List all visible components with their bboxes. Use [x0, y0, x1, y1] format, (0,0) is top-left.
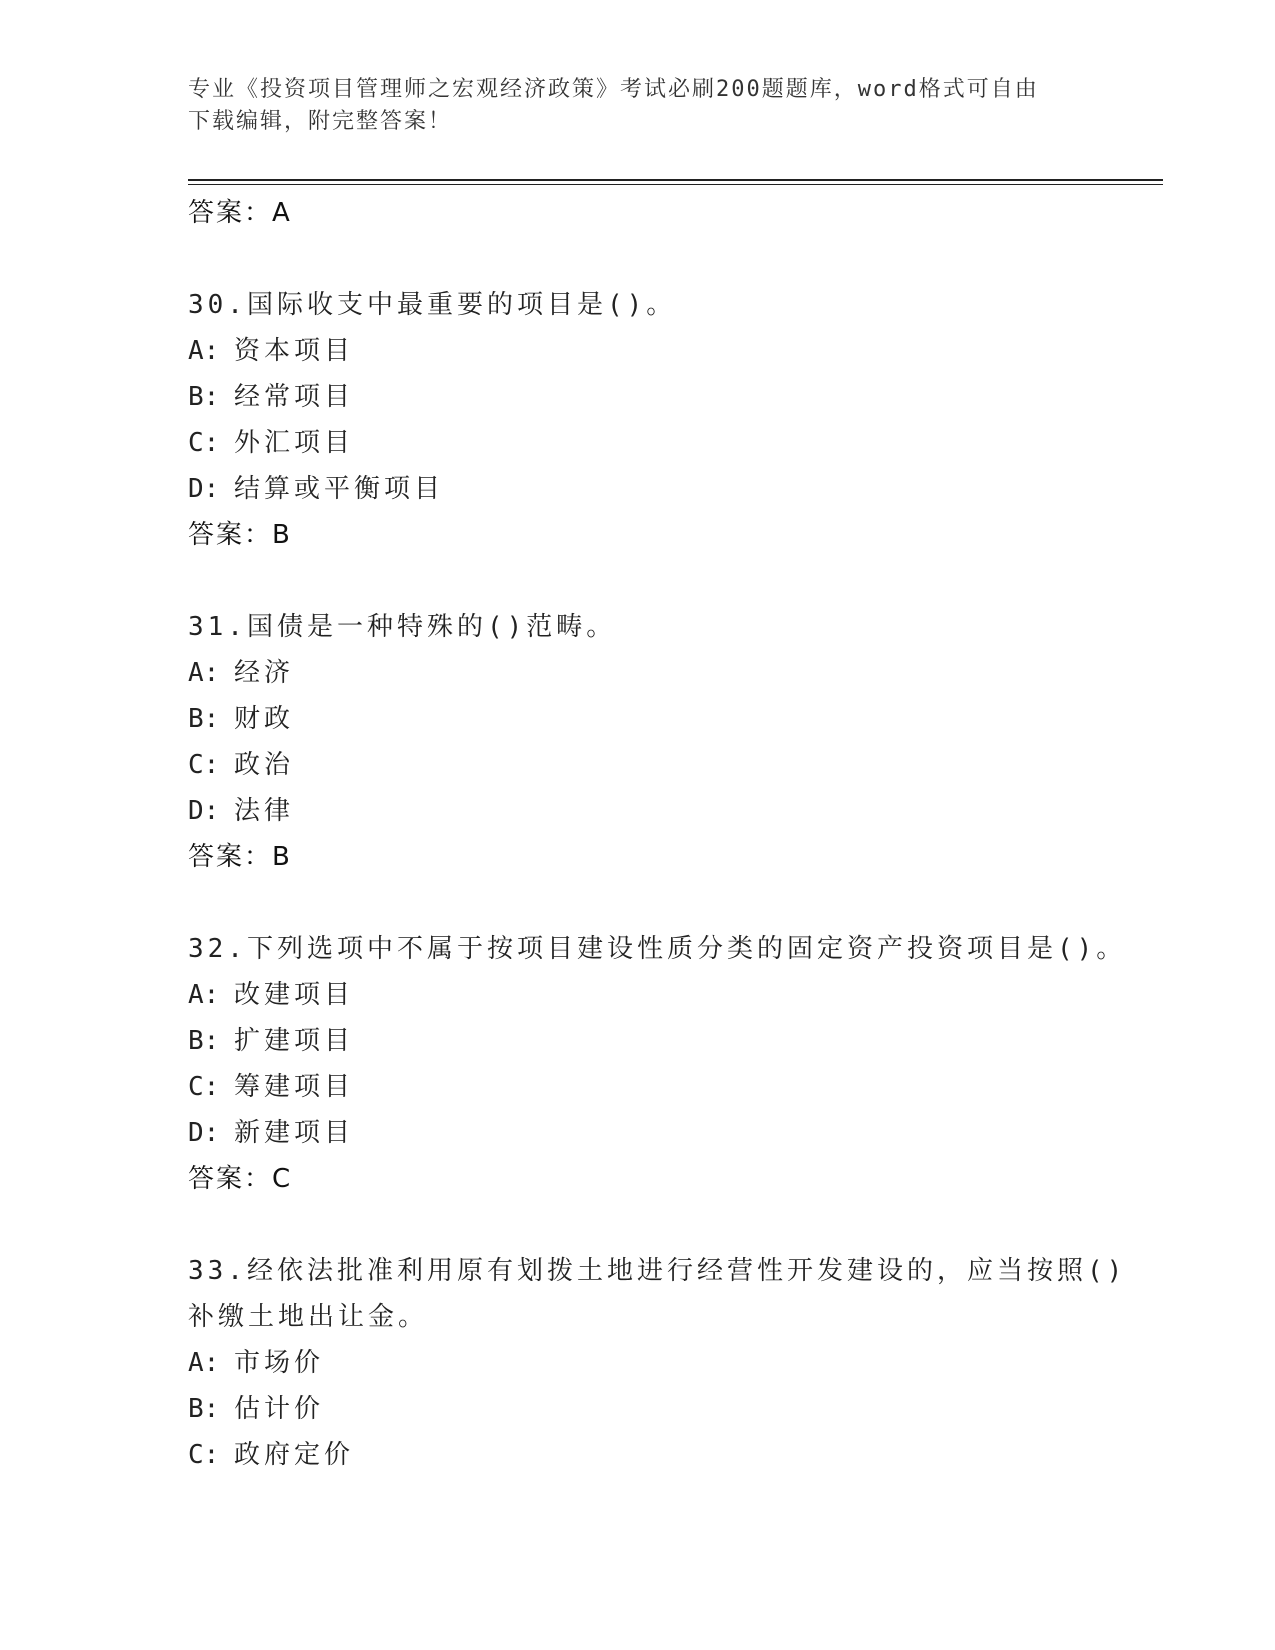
option-text: 法律 [234, 796, 295, 826]
option-d [188, 466, 1088, 512]
option-letter: C: [188, 428, 220, 458]
option-a [188, 650, 1088, 696]
option-c [188, 1432, 1088, 1478]
option-a [188, 972, 1088, 1018]
question-stem-continued: 补缴土地出让金。 [188, 1302, 429, 1332]
option-c [188, 742, 1088, 788]
option-b [188, 1386, 1088, 1432]
option-letter: B: [188, 1394, 220, 1424]
option-a [188, 1340, 1088, 1386]
option-letter: D: [188, 796, 220, 826]
option-b [188, 1018, 1088, 1064]
option-letter: C: [188, 1440, 220, 1470]
option-text: 资本项目 [234, 336, 355, 366]
option-c [188, 1064, 1088, 1110]
option-d [188, 1110, 1088, 1156]
answer-line: 答案：B [188, 842, 292, 872]
option-d [188, 788, 1088, 834]
option-text: 经常项目 [234, 382, 355, 412]
option-letter: A: [188, 336, 220, 366]
question-block [188, 926, 1127, 1202]
question-stem: 30.国际收支中最重要的项目是()。 [188, 290, 677, 320]
option-letter: C: [188, 1072, 220, 1102]
option-text: 扩建项目 [234, 1026, 355, 1056]
question-list [188, 190, 1127, 1478]
option-text: 改建项目 [234, 980, 355, 1010]
answer-line: 答案：C [188, 1164, 293, 1194]
header-rule-thin [188, 184, 1163, 185]
option-letter: B: [188, 1026, 220, 1056]
option-a [188, 328, 1088, 374]
spacer [188, 236, 1088, 282]
option-text: 结算或平衡项目 [234, 474, 445, 504]
option-text: 估计价 [234, 1394, 325, 1424]
option-text: 经济 [234, 658, 295, 688]
option-text: 外汇项目 [234, 428, 355, 458]
option-b [188, 696, 1088, 742]
option-letter: D: [188, 1118, 220, 1148]
answer-line: 答案：B [188, 520, 292, 550]
question-stem: 33.经依法批准利用原有划拨土地进行经营性开发建设的，应当按照() [188, 1256, 1127, 1286]
option-letter: D: [188, 474, 220, 504]
option-letter: B: [188, 382, 220, 412]
question-block [188, 604, 1088, 880]
header-line-1: 专业《投资项目管理师之宏观经济政策》考试必刷200题题库，word格式可自由 [188, 77, 1039, 102]
question-block [188, 282, 1088, 558]
option-text: 筹建项目 [234, 1072, 355, 1102]
option-letter: A: [188, 980, 220, 1010]
option-text: 政府定价 [234, 1440, 355, 1470]
previous-answer: 答案：A [188, 198, 292, 228]
option-letter: B: [188, 704, 220, 734]
option-letter: C: [188, 750, 220, 780]
question-stem: 32.下列选项中不属于按项目建设性质分类的固定资产投资项目是()。 [188, 934, 1127, 964]
option-b [188, 374, 1088, 420]
option-c [188, 420, 1088, 466]
document-header [188, 74, 1088, 138]
option-text: 市场价 [234, 1348, 325, 1378]
header-rule-thick [188, 179, 1163, 181]
spacer [188, 1202, 1088, 1248]
option-text: 财政 [234, 704, 295, 734]
spacer [188, 880, 1088, 926]
question-block [188, 1248, 1127, 1478]
spacer [188, 558, 1088, 604]
option-text: 政治 [234, 750, 295, 780]
option-text: 新建项目 [234, 1118, 355, 1148]
option-letter: A: [188, 658, 220, 688]
header-line-2: 下载编辑，附完整答案！ [188, 109, 453, 134]
option-letter: A: [188, 1348, 220, 1378]
question-stem: 31.国债是一种特殊的()范畴。 [188, 612, 617, 642]
